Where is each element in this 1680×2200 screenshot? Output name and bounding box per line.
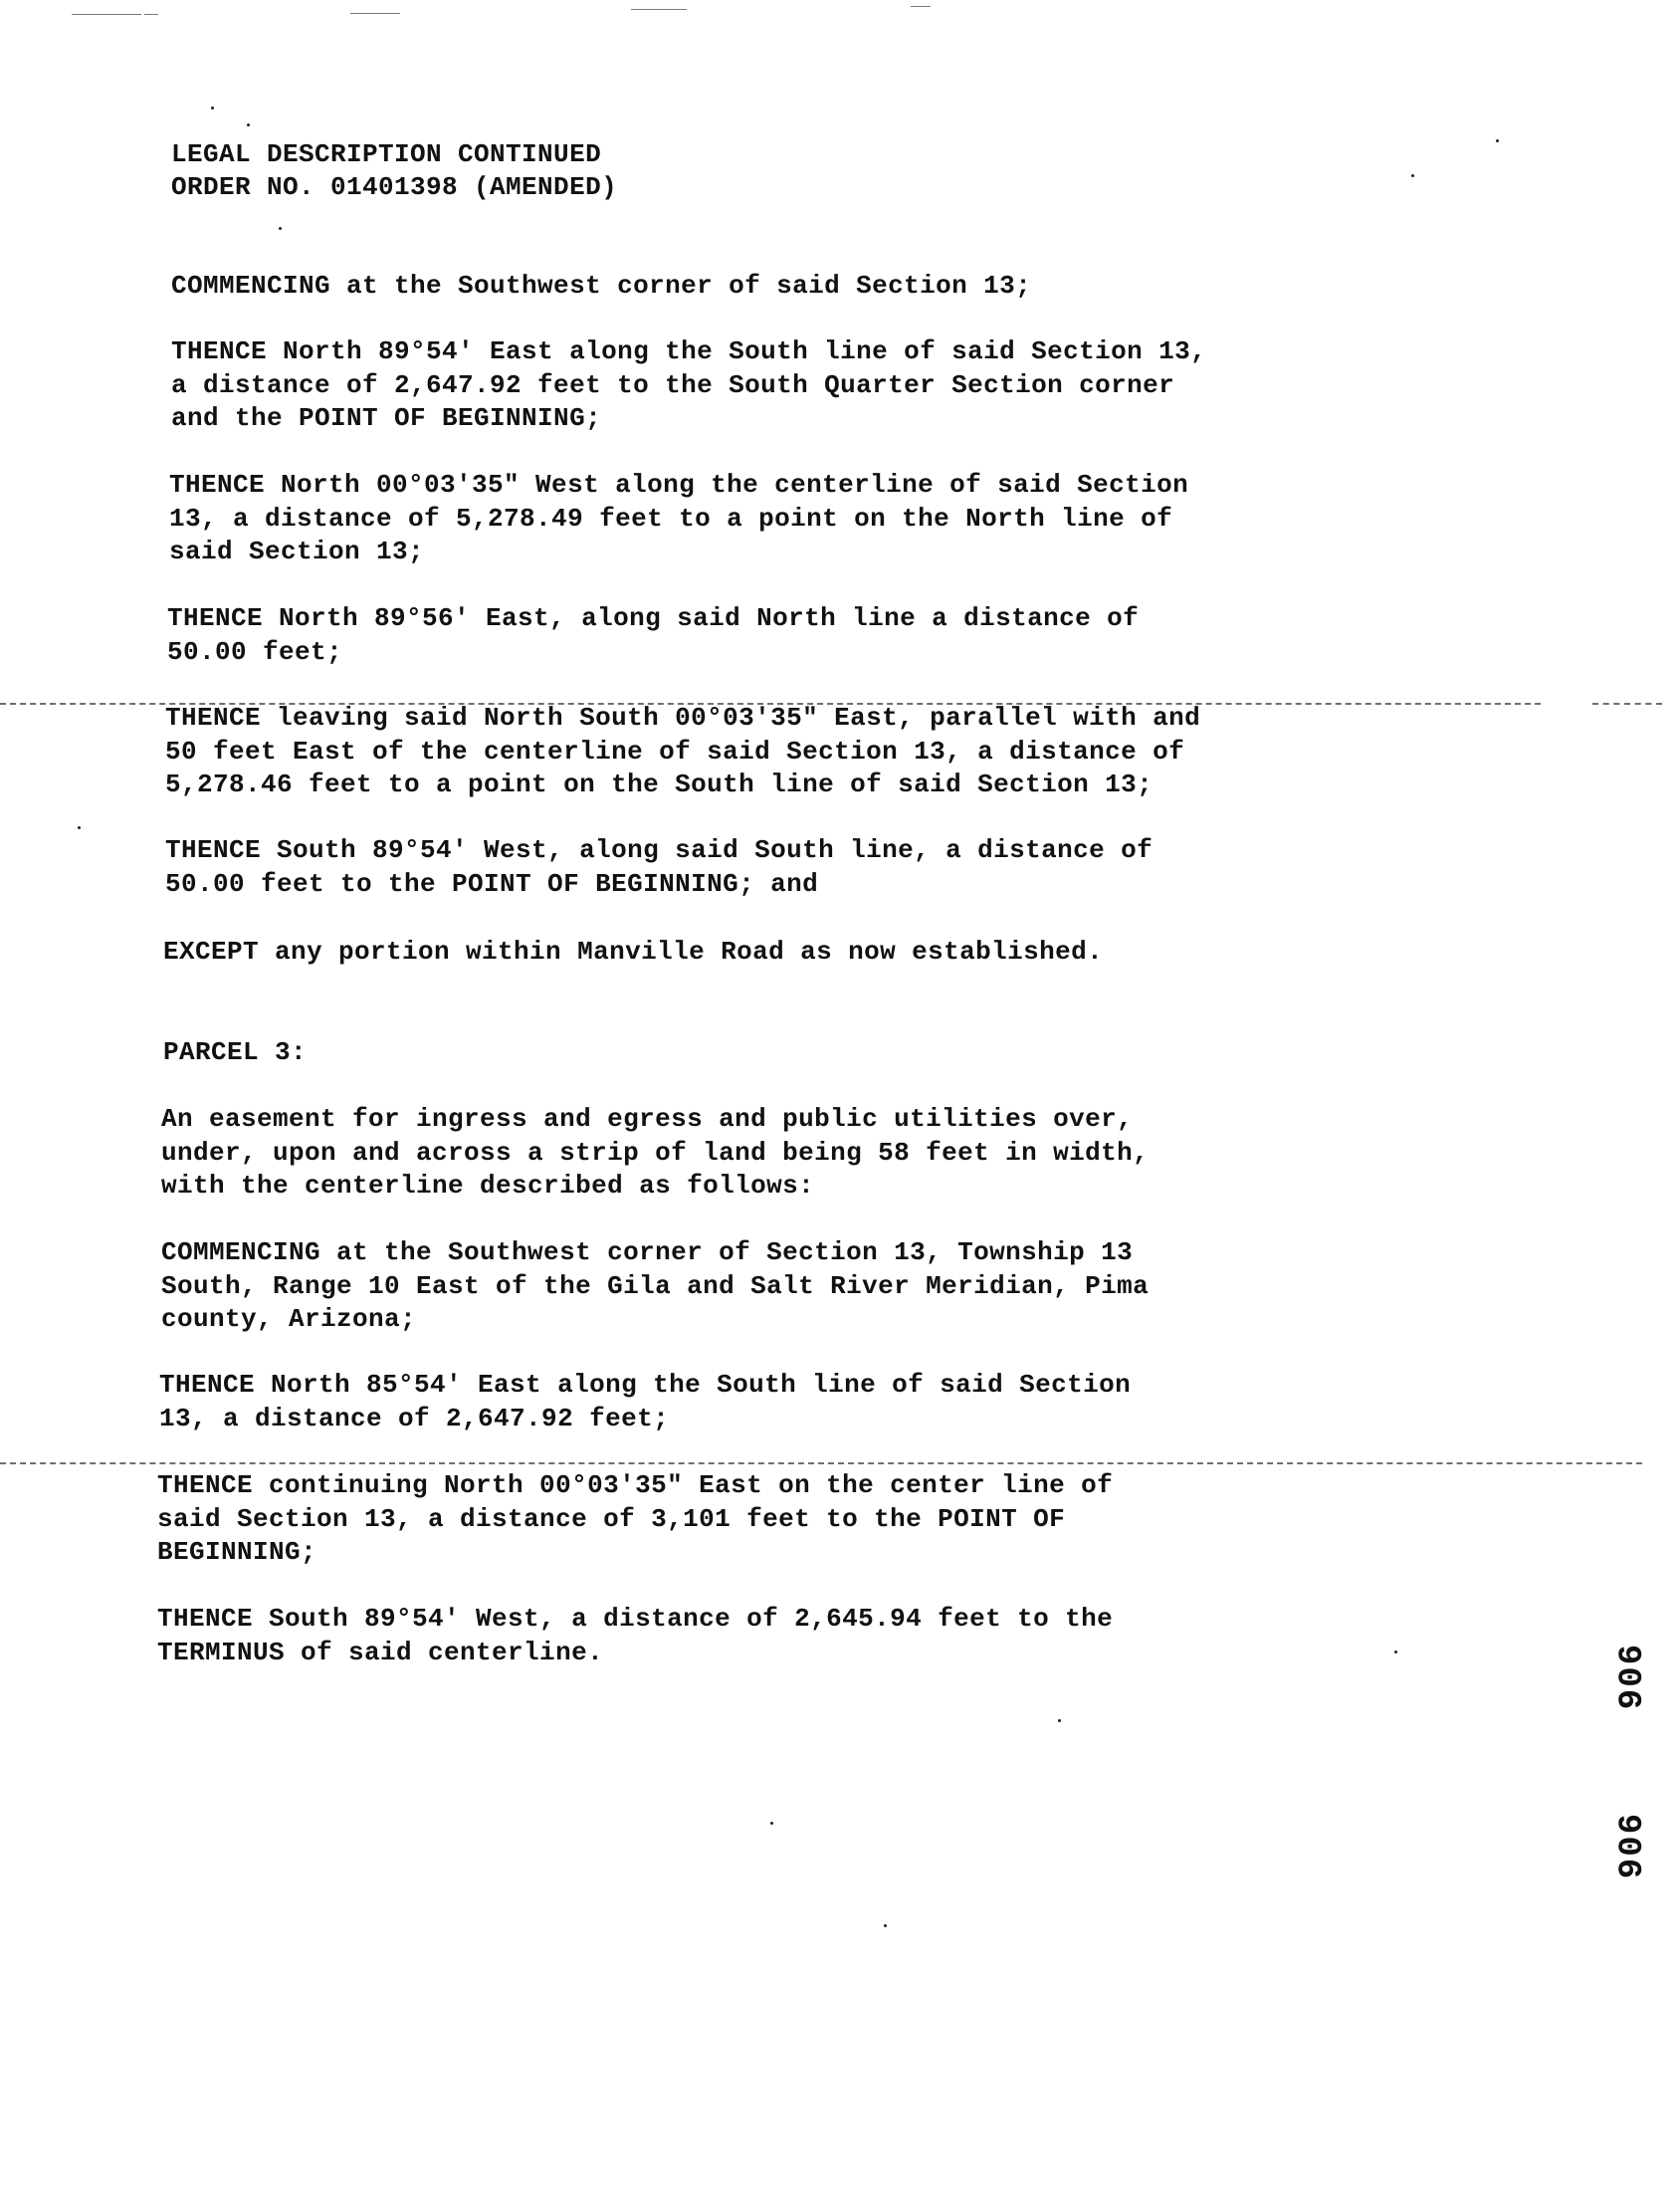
scan-fold-line [1592, 703, 1662, 705]
scan-artifact-line [144, 14, 158, 15]
paragraph-easement: An easement for ingress and egress and public utilities over, under, upon and across a strip of land being 58 feet in width, with the centerline described as follows: [161, 1104, 1150, 1201]
scan-speck [279, 227, 282, 230]
paragraph-thence-4: THENCE leaving said North South 00°03'35" East, parallel with and 50 feet East of the centerline of said Section 13, a distance of 5,278.46 feet to a point on the South line of said Section 13; [165, 703, 1201, 799]
scan-artifact-line [631, 9, 687, 10]
scan-artifact-line [72, 14, 141, 15]
paragraph-commencing: COMMENCING at the Southwest corner of said Section 13; [171, 271, 1032, 301]
margin-stamp: 906 [1614, 1812, 1652, 1879]
scan-artifact-line [350, 13, 400, 14]
paragraph-thence-3: THENCE North 89°56' East, along said North line a distance of 50.00 feet; [167, 603, 1140, 667]
paragraph-thence-1: THENCE North 89°54' East along the South line of said Section 13, a distance of 2,647.92 feet to the South Quarter Section corner and the POINT OF BEGINNING; [171, 336, 1207, 433]
paragraph-commencing-2: COMMENCING at the Southwest corner of Section 13, Township 13 South, Range 10 East of the Gila and Salt River Meridian, Pima county, Arizona; [161, 1237, 1150, 1334]
scan-speck [211, 107, 214, 110]
header-title: LEGAL DESCRIPTION CONTINUED [171, 139, 602, 169]
scan-speck [884, 1924, 887, 1927]
paragraph-except: EXCEPT any portion within Manville Road as now established. [163, 937, 1104, 967]
scan-speck [1496, 139, 1499, 142]
parcel-3-heading: PARCEL 3: [163, 1037, 308, 1067]
paragraph-thence-2: THENCE North 00°03'35" West along the centerline of said Section 13, a distance of 5,278.49 feet to a point on the North line of said Section 13; [169, 470, 1189, 566]
paragraph-thence-5: THENCE South 89°54' West, along said South line, a distance of 50.00 feet to the POINT OF BEGINNING; and [165, 835, 1154, 899]
scan-speck [1394, 1650, 1397, 1653]
order-number: ORDER NO. 01401398 (AMENDED) [171, 172, 618, 202]
scan-artifact-line [911, 6, 931, 7]
scan-speck [247, 123, 250, 126]
scan-speck [770, 1822, 773, 1825]
scan-speck [78, 826, 81, 829]
margin-stamp: 906 [1614, 1643, 1652, 1710]
paragraph-thence-6: THENCE North 85°54' East along the South line of said Section 13, a distance of 2,647.92 feet; [159, 1370, 1132, 1433]
scan-speck [1058, 1719, 1061, 1722]
paragraph-thence-8: THENCE South 89°54' West, a distance of 2,645.94 feet to the TERMINUS of said centerline. [157, 1604, 1114, 1667]
paragraph-thence-7: THENCE continuing North 00°03'35" East on the center line of said Section 13, a distance of 3,101 feet to the POINT OF BEGINNING; [157, 1470, 1114, 1567]
scan-fold-line [0, 1462, 1642, 1464]
scan-speck [1411, 174, 1414, 177]
